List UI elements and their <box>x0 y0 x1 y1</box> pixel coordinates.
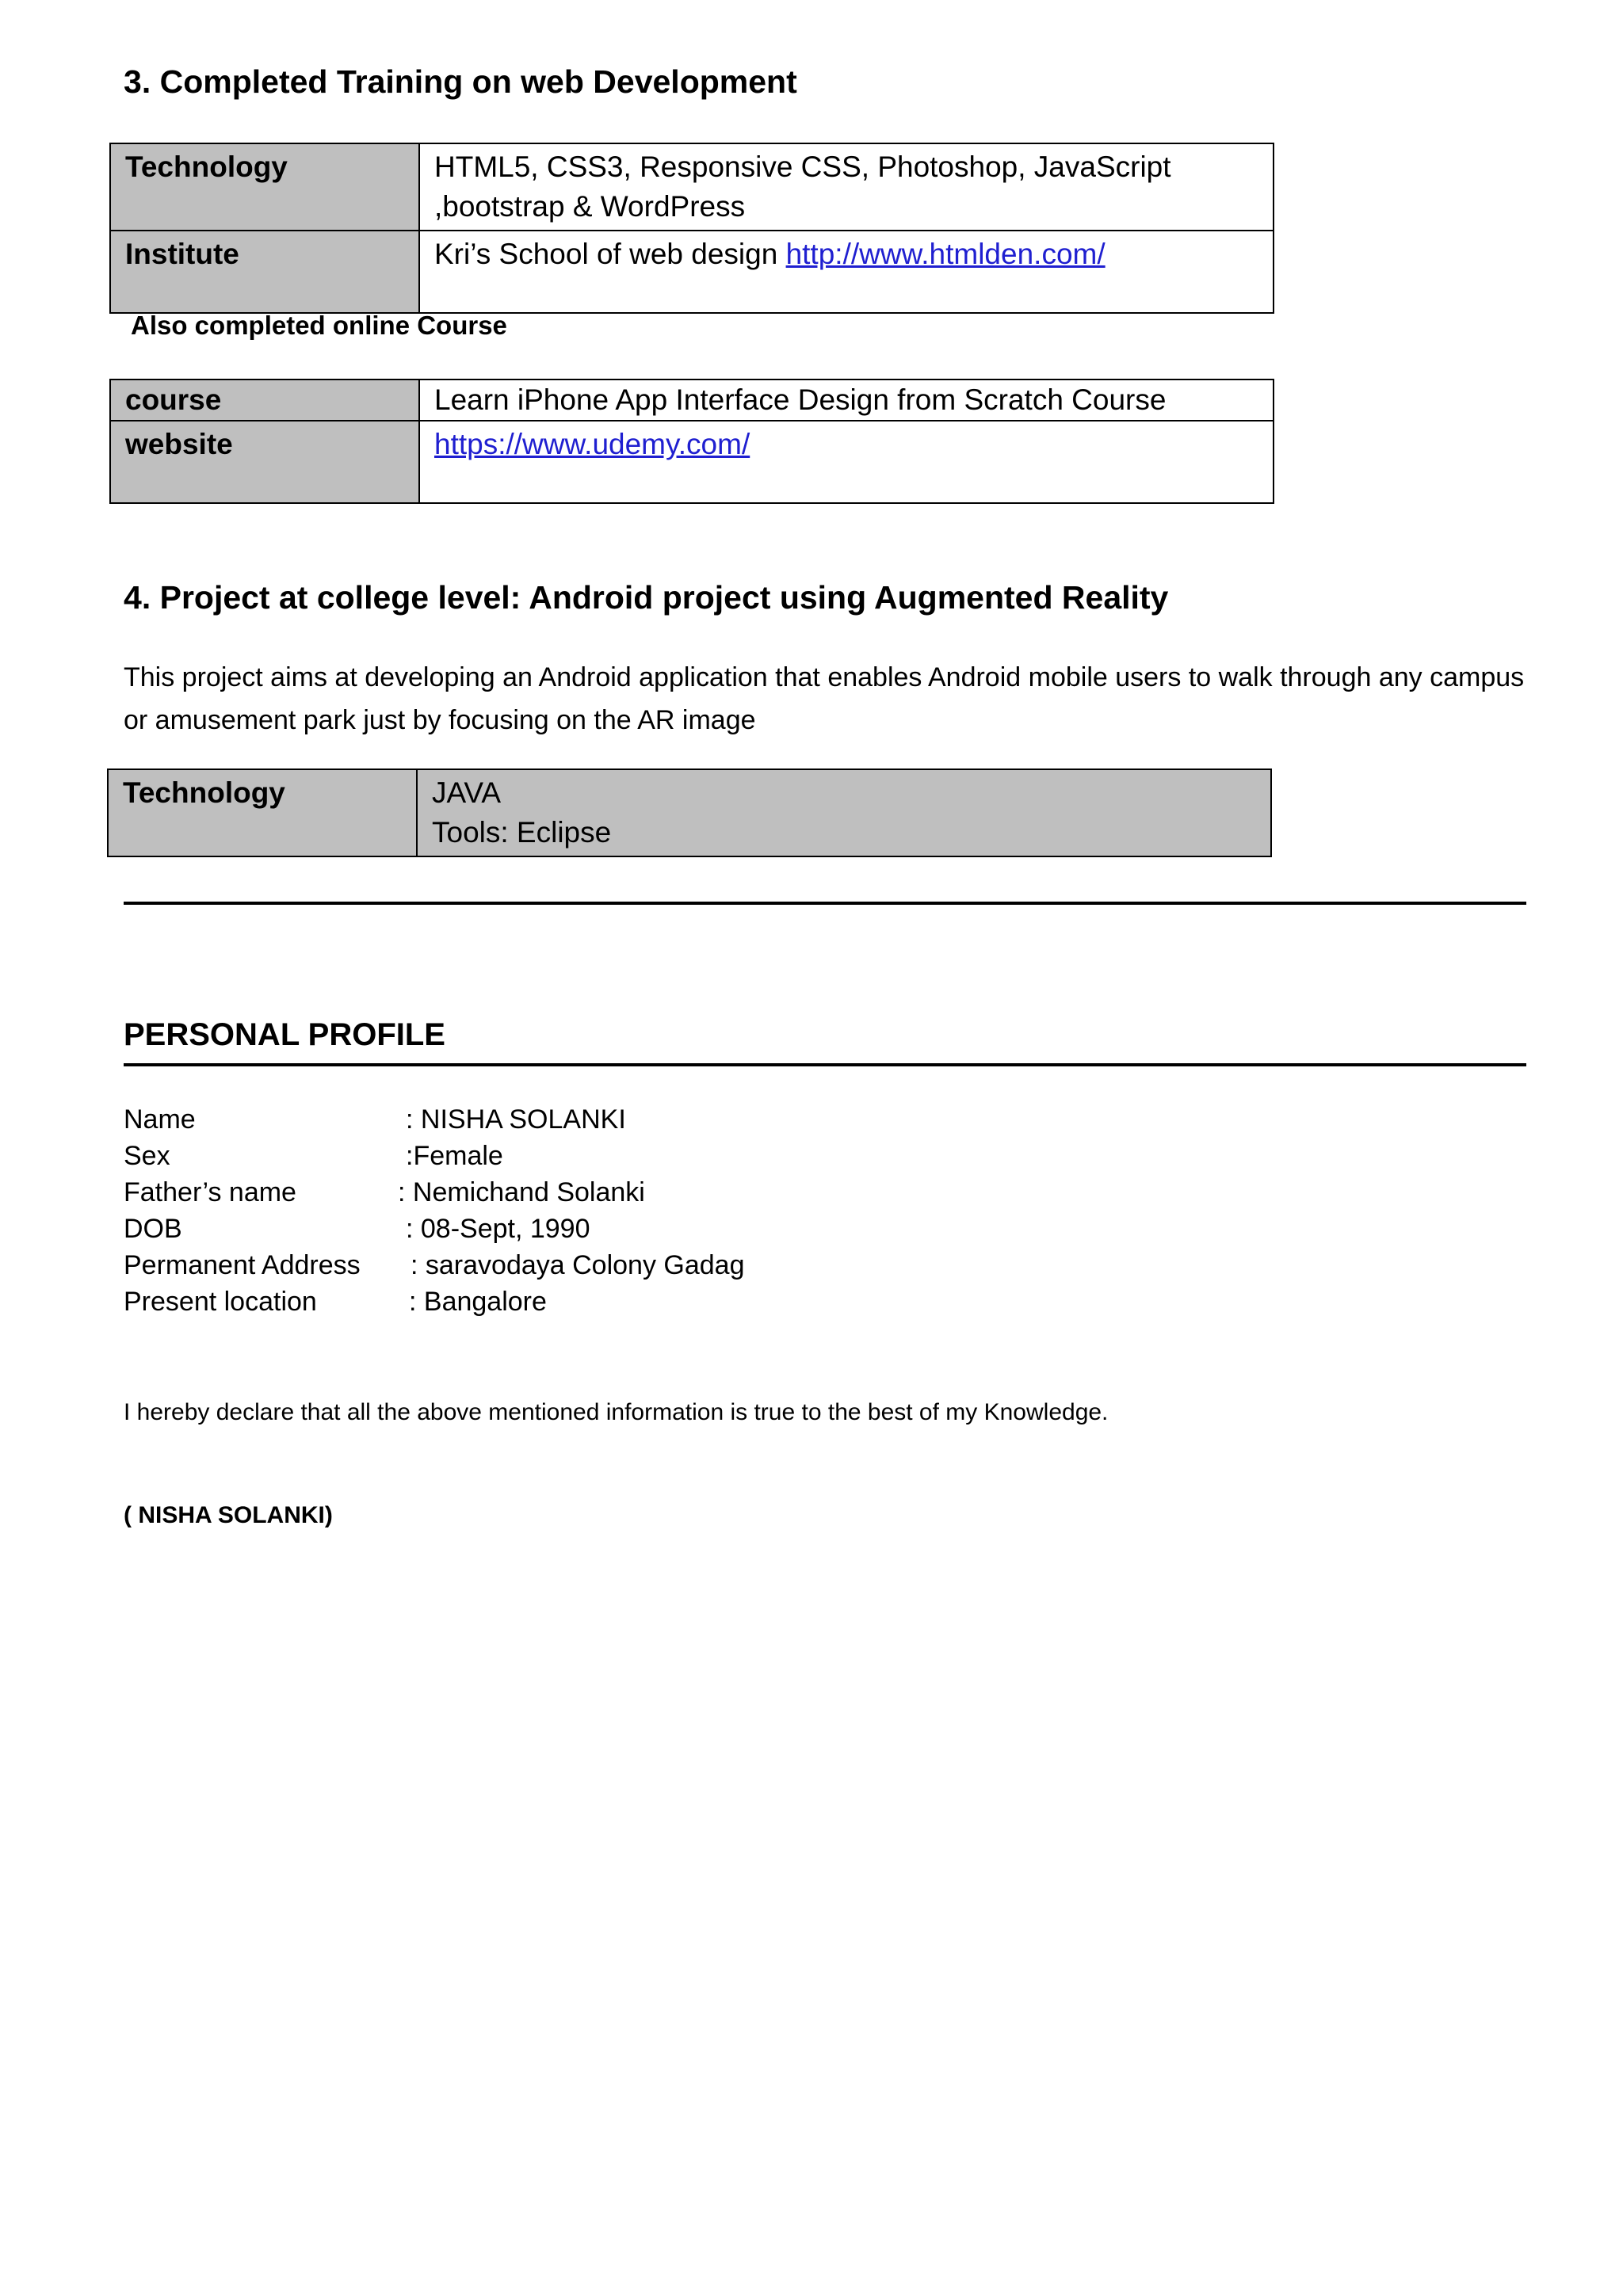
technology-value: HTML5, CSS3, Responsive CSS, Photoshop, JavaScript ,bootstrap & WordPress <box>419 143 1274 231</box>
profile-row-address <box>124 1247 744 1283</box>
profile-label: DOB <box>124 1214 182 1244</box>
project-tech-table <box>107 769 1272 857</box>
project-tech-line1: JAVA <box>432 776 502 809</box>
course-label: course <box>110 379 419 421</box>
institute-name: Kri’s School of web design <box>434 238 786 270</box>
online-course-note: Also completed online Course <box>131 311 507 340</box>
project-tech-value <box>417 769 1271 856</box>
project-tech-line2: Tools: Eclipse <box>432 816 612 849</box>
institute-value <box>419 231 1274 313</box>
profile-value: : 08-Sept, 1990 <box>406 1214 590 1244</box>
profile-title: PERSONAL PROFILE <box>124 1017 445 1052</box>
profile-value: : NISHA SOLANKI <box>406 1104 626 1135</box>
institute-link[interactable]: http://www.htmlden.com/ <box>785 238 1106 270</box>
section4-title: . Project at college level: Android project using Augmented Reality <box>141 579 1169 616</box>
profile-underline <box>124 1063 1526 1066</box>
profile-value: : Nemichand Solanki <box>398 1177 645 1207</box>
profile-label: Name <box>124 1104 196 1135</box>
declaration-text: I hereby declare that all the above mentioned information is true to the best of my Knowledge. <box>124 1399 1109 1425</box>
section3-heading <box>124 63 797 101</box>
institute-label: Institute <box>110 231 419 313</box>
section3-title: . Completed Training on web Development <box>141 63 797 100</box>
profile-value: : saravodaya Colony Gadag <box>411 1250 745 1280</box>
table-row <box>108 769 1271 856</box>
project-tech-label: Technology <box>108 769 417 856</box>
profile-row-location <box>124 1283 547 1320</box>
section3-number: 3 <box>124 63 142 100</box>
profile-label: Sex <box>124 1141 170 1171</box>
profile-value: :Female <box>406 1141 503 1171</box>
profile-label: Father’s name <box>124 1177 296 1207</box>
signature-name: ( NISHA SOLANKI) <box>124 1502 333 1528</box>
training-table <box>109 143 1274 314</box>
website-value <box>419 421 1274 503</box>
table-row <box>110 143 1274 231</box>
project-description: This project aims at developing an Android application that enables Android mobile users to walk through any campus or amusement park just by focusing on the AR image <box>124 662 1525 735</box>
section4-number: 4 <box>124 579 142 616</box>
website-link[interactable]: https://www.udemy.com/ <box>434 428 750 460</box>
table-row <box>110 379 1274 421</box>
course-value: Learn iPhone App Interface Design from Scratch Course <box>419 379 1274 421</box>
table-row <box>110 231 1274 313</box>
profile-row-sex <box>124 1138 503 1174</box>
website-label: website <box>110 421 419 503</box>
online-course-table <box>109 379 1274 504</box>
section4-heading <box>124 579 1168 616</box>
profile-label: Permanent Address <box>124 1250 361 1280</box>
profile-row-name <box>124 1101 626 1138</box>
table-row <box>110 421 1274 503</box>
profile-value: : Bangalore <box>409 1287 547 1317</box>
section-divider <box>124 902 1526 905</box>
profile-label: Present location <box>124 1287 317 1317</box>
technology-label: Technology <box>110 143 419 231</box>
profile-row-dob <box>124 1211 590 1247</box>
profile-row-father <box>124 1174 645 1211</box>
